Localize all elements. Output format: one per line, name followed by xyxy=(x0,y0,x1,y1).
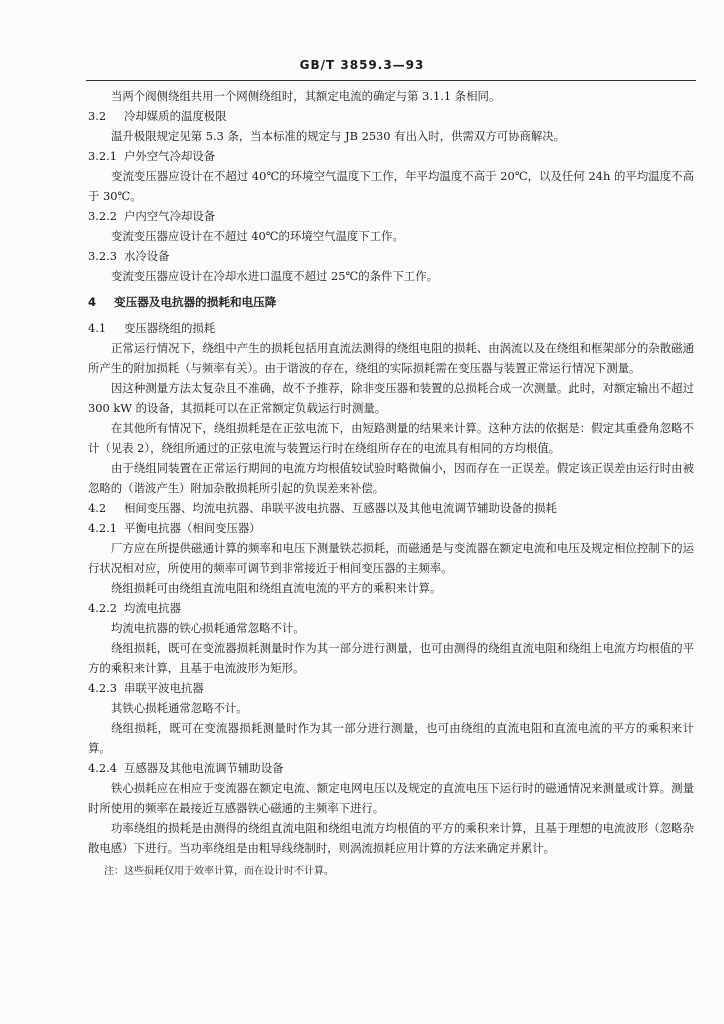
subsection-heading xyxy=(88,518,694,538)
section-heading xyxy=(88,292,694,312)
paragraph: 在其他所有情况下，绕组损耗是在正弦电流下，由短路测量的结果来计算。这种方法的依据是：假定其重叠角忽略不计（见表 2），绕组所通过的正弦电流与装置运行时在绕组所存在的电流具有相同的方均根值。 xyxy=(88,421,694,455)
heading-text: 相间变压器、均流电抗器、串联平波电抗器、互感器以及其他电流调节辅助设备的损耗 xyxy=(124,501,557,515)
subsection-heading xyxy=(88,146,694,166)
document-header: GB/T 3859.3—93 xyxy=(299,58,425,72)
heading-number: 4.2.3 xyxy=(88,681,117,695)
paragraph: 厂方应在所提供磁通计算的频率和电压下测量铁芯损耗，而磁通是与变流器在额定电流和电压及规定相位控制下的运行状况相对应，所使用的频率可调节到非常接近于相间变压器的主频率。 xyxy=(88,541,694,575)
heading-text: 户内空气冷却设备 xyxy=(124,209,216,223)
paragraph: 变流变压器应设计在冷却水进口温度不超过 25℃的条件下工作。 xyxy=(111,269,439,283)
subsection-heading xyxy=(88,598,694,618)
subsection-heading xyxy=(88,318,694,338)
heading-text: 平衡电抗器（相间变压器） xyxy=(124,521,261,535)
heading-number: 4.2.4 xyxy=(88,761,117,775)
paragraph: 其铁心损耗通常忽略不计。 xyxy=(111,701,248,715)
paragraph: 当两个阀侧绕组共用一个网侧绕组时，其额定电流的确定与第 3.1.1 条相同。 xyxy=(111,89,501,103)
paragraph: 正常运行情况下，绕组中产生的损耗包括用直流法测得的绕组电阻的损耗、由涡流以及在绕组和框架部分的杂散磁通所产生的附加损耗（与频率有关）。由于谐波的存在，绕组的实际损耗需在变压器与装置正常运行情况下测量。 xyxy=(88,341,694,375)
paragraph: 变流变压器应设计在不超过 40℃的环境空气温度下工作。 xyxy=(111,229,404,243)
header-rule xyxy=(86,80,696,81)
heading-number: 3.2 xyxy=(88,109,107,123)
document-body xyxy=(88,86,694,882)
subsection-heading xyxy=(88,206,694,226)
paragraph: 铁心损耗应在相应于变流器在额定电流、额定电网电压以及规定的直流电压下运行时的磁通情况来测量或计算。测量时所使用的频率在最接近互感器铁心磁通的主频率下进行。 xyxy=(88,781,694,815)
heading-text: 互感器及其他电流调节辅助设备 xyxy=(124,761,284,775)
paragraph: 温升极限规定见第 5.3 条，当本标准的规定与 JB 2530 有出入时，供需双方可协商解决。 xyxy=(111,129,566,143)
heading-text: 均流电抗器 xyxy=(124,601,181,615)
heading-number: 4.1 xyxy=(88,321,107,335)
subsection-heading xyxy=(88,758,694,778)
subsection-heading xyxy=(88,106,694,126)
paragraph: 变流变压器应设计在不超过 40℃的环境空气温度下工作，年平均温度不高于 20℃，以及任何 24h 的平均温度不高于 30℃。 xyxy=(88,169,694,203)
paragraph: 由于绕组同装置在正常运行期间的电流方均根值较试验时略微偏小，因而存在一正误差。假定该正误差由运行时由被忽略的（谐波产生）附加杂散损耗所引起的负误差来补偿。 xyxy=(88,461,694,495)
heading-text: 水冷设备 xyxy=(124,249,170,263)
subsection-heading xyxy=(88,678,694,698)
heading-text: 变压器绕组的损耗 xyxy=(124,321,216,335)
heading-text: 变压器及电抗器的损耗和电压降 xyxy=(114,295,277,309)
subsection-heading xyxy=(88,246,694,266)
subsection-heading xyxy=(88,498,694,518)
heading-number: 4.2.1 xyxy=(88,521,117,535)
heading-number: 3.2.3 xyxy=(88,249,117,263)
heading-text: 串联平波电抗器 xyxy=(124,681,204,695)
heading-number: 4.2.2 xyxy=(88,601,117,615)
heading-text: 冷却媒质的温度极限 xyxy=(124,109,227,123)
paragraph: 绕组损耗，既可在变流器损耗测量时作为其一部分进行测量，也可由绕组的直流电阻和直流电流的平方的乘积来计算。 xyxy=(88,721,694,755)
heading-number: 4 xyxy=(88,295,97,309)
footnote: 注：这些损耗仅用于效率计算，而在设计时不计算。 xyxy=(104,866,334,877)
heading-text: 户外空气冷却设备 xyxy=(124,149,216,163)
paragraph: 绕组损耗，既可在变流器损耗测量时作为其一部分进行测量，也可由测得的绕组直流电阻和绕组上电流方均根值的平方的乘积来计算，且基于电流波形为矩形。 xyxy=(88,641,694,675)
paragraph: 均流电抗器的铁心损耗通常忽略不计。 xyxy=(111,621,305,635)
paragraph: 绕组损耗可由绕组直流电阻和绕组直流电流的平方的乘积来计算。 xyxy=(111,581,442,595)
heading-number: 3.2.2 xyxy=(88,209,117,223)
paragraph: 因这种测量方法太复杂且不准确，故不予推荐，除非变压器和装置的总损耗合成一次测量。此时，对额定输出不超过 300 kW 的设备，其损耗可以在正常额定负载运行时测量。 xyxy=(88,381,694,415)
heading-number: 4.2 xyxy=(88,501,107,515)
paragraph: 功率绕组的损耗是由测得的绕组直流电阻和绕组电流方均根值的平方的乘积来计算，且基于理想的电流波形（忽略杂散电感）下进行。当功率绕组是由粗导线绕制时，则涡流损耗应用计算的方法来确定并累计。 xyxy=(88,821,694,855)
heading-number: 3.2.1 xyxy=(88,149,117,163)
